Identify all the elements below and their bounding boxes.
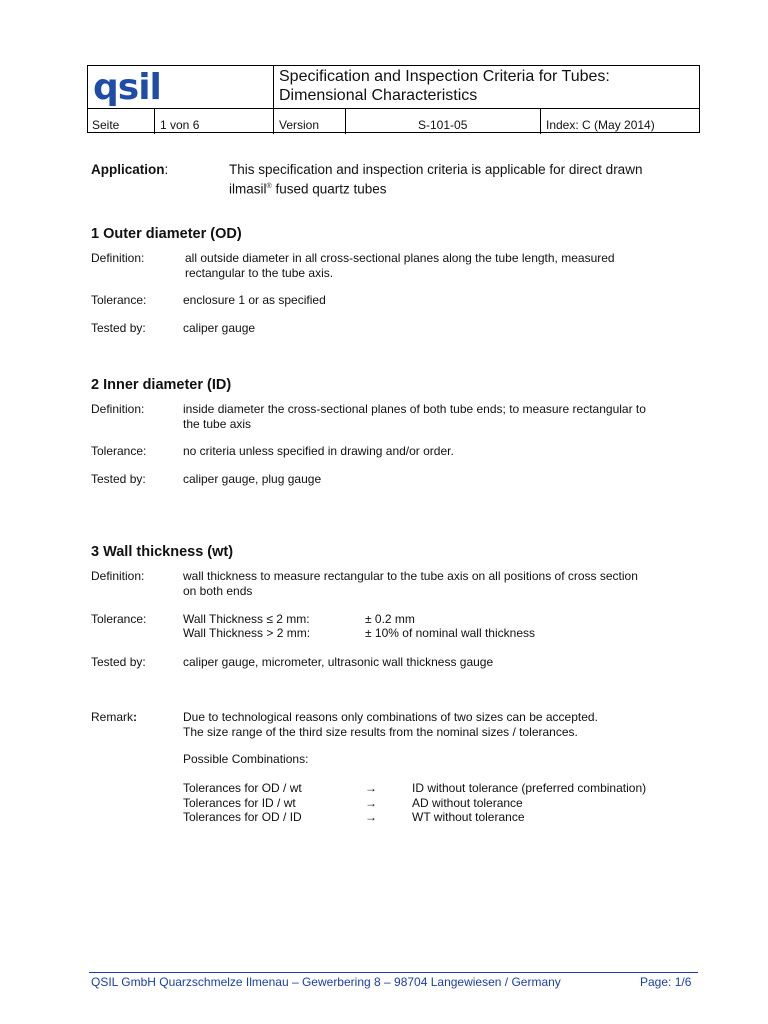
- page-label: Seite: [92, 118, 120, 132]
- definition-line: rectangular to the tube axis.: [185, 265, 334, 280]
- footer-rule: [89, 972, 698, 973]
- application-line-2-tail: fused quartz tubes: [271, 181, 387, 197]
- arrow-icon: →: [365, 781, 377, 795]
- registered-mark: ®: [266, 183, 272, 190]
- definition-label: Definition:: [91, 251, 145, 265]
- tested-value: caliper gauge, micrometer, ultrasonic wall thickness gauge: [183, 655, 494, 669]
- logo-text: qsil: [93, 68, 161, 106]
- tolerance-row-1-right: ± 0.2 mm: [365, 612, 415, 626]
- section-heading-od: 1 Outer diameter (OD): [91, 226, 242, 242]
- ilmasil-text: ilmasil: [229, 181, 267, 197]
- section-heading-id: 2 Inner diameter (ID): [91, 377, 232, 393]
- footer-company: QSIL GmbH Quarzschmelze Ilmenau – Gewerbering 8 – 98704 Langewiesen / Germany: [91, 975, 561, 989]
- remark-text: [183, 710, 598, 739]
- combo-left: Tolerances for OD / wt: [183, 781, 302, 795]
- definition-line: on both ends: [183, 583, 253, 598]
- remark-line: Due to technological reasons only combinations of two sizes can be accepted.: [183, 710, 598, 724]
- tolerance-row-1-left: Wall Thickness ≤ 2 mm:: [183, 612, 310, 626]
- combo-left: Tolerances for ID / wt: [183, 796, 296, 810]
- combo-right: WT without tolerance: [412, 810, 525, 824]
- definition-line: all outside diameter in all cross-sectional planes along the tube length, measured: [185, 251, 615, 265]
- definition-line: wall thickness to measure rectangular to the tube axis on all positions of cross section: [183, 569, 638, 583]
- definition-line: inside diameter the cross-sectional planes of both tube ends; to measure rectangular to: [183, 402, 646, 416]
- remark-colon: :: [133, 710, 138, 724]
- arrow-icon: →: [365, 810, 377, 824]
- header-divider: [345, 108, 346, 134]
- qsil-logo: [91, 68, 271, 106]
- version-value: S-101-05: [418, 118, 468, 132]
- title-line-2: Dimensional Characteristics: [279, 87, 478, 104]
- definition-label: Definition:: [91, 402, 145, 416]
- tolerance-value: no criteria unless specified in drawing and/or order.: [183, 444, 454, 458]
- footer-page: Page: 1/6: [640, 975, 692, 989]
- definition-text: [183, 569, 638, 598]
- tested-label: Tested by:: [91, 321, 146, 335]
- tolerance-row-2-right: ± 10% of nominal wall thickness: [365, 626, 535, 640]
- tested-value: caliper gauge: [183, 321, 256, 335]
- combo-right: ID without tolerance (preferred combination): [412, 781, 647, 795]
- index-value: Index: C (May 2014): [546, 118, 655, 132]
- application-colon: :: [164, 162, 169, 177]
- section-heading-wt: 3 Wall thickness (wt): [91, 544, 234, 560]
- possible-combinations-label: Possible Combinations:: [183, 752, 309, 766]
- definition-text: [185, 251, 615, 280]
- application-label: [91, 161, 168, 178]
- remark-line: The size range of the third size results from the nominal sizes / tolerances.: [183, 724, 578, 739]
- document-title: [279, 67, 610, 105]
- application-line-2: [229, 178, 642, 198]
- arrow-icon: →: [365, 796, 377, 810]
- title-line-1: Specification and Inspection Criteria for Tubes:: [279, 68, 610, 85]
- header-divider: [273, 66, 274, 134]
- remark-label: [91, 710, 137, 725]
- application-label-text: Application: [91, 162, 165, 177]
- tested-label: Tested by:: [91, 472, 146, 486]
- remark-label-text: Remark: [91, 710, 134, 724]
- combo-left: Tolerances for OD / ID: [183, 810, 302, 824]
- definition-label: Definition:: [91, 569, 145, 583]
- tolerance-label: Tolerance:: [91, 612, 147, 626]
- definition-line: the tube axis: [183, 416, 252, 431]
- header-row-divider: [88, 108, 699, 109]
- application-text: [229, 161, 642, 198]
- tolerance-row-2-left: Wall Thickness > 2 mm:: [183, 626, 311, 640]
- application-line-1: This specification and inspection criteria is applicable for direct drawn: [229, 162, 643, 177]
- page-value: 1 von 6: [160, 118, 200, 132]
- tolerance-label: Tolerance:: [91, 293, 147, 307]
- combo-right: AD without tolerance: [412, 796, 523, 810]
- tolerance-value: enclosure 1 or as specified: [183, 293, 326, 307]
- tested-value: caliper gauge, plug gauge: [183, 472, 322, 486]
- tested-label: Tested by:: [91, 655, 146, 669]
- version-label: Version: [279, 118, 320, 132]
- definition-text: [183, 402, 646, 431]
- header-table: [87, 65, 700, 133]
- tolerance-label: Tolerance:: [91, 444, 147, 458]
- header-divider: [154, 108, 155, 134]
- header-divider: [540, 108, 541, 134]
